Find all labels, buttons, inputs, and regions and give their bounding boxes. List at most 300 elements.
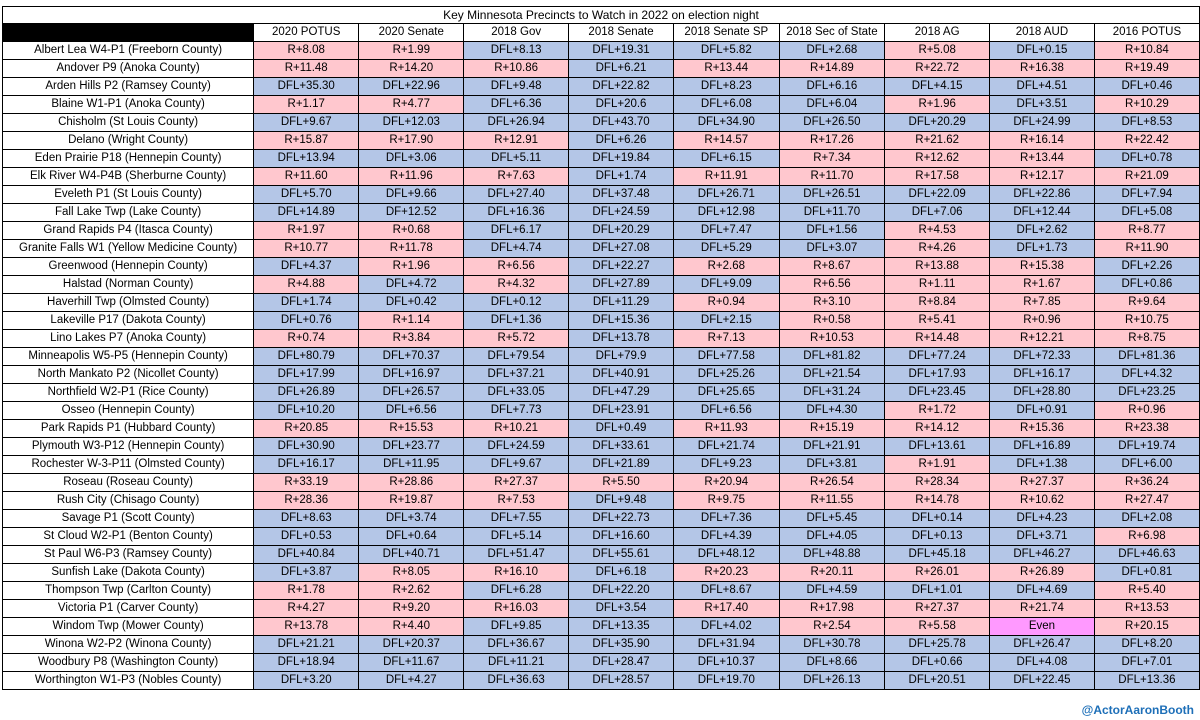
- result-cell: DFL+4.23: [990, 510, 1095, 528]
- result-cell: R+23.38: [1094, 420, 1199, 438]
- result-cell: R+9.20: [359, 600, 464, 618]
- table-row: [3, 60, 1200, 78]
- table-row: [3, 348, 1200, 366]
- result-cell: R+8.75: [1094, 330, 1199, 348]
- result-cell: DFL+8.66: [779, 654, 885, 672]
- precinct-name: Fall Lake Twp (Lake County): [3, 204, 254, 222]
- result-cell: DFL+19.31: [569, 42, 674, 60]
- result-cell: DFL+5.14: [464, 528, 569, 546]
- result-cell: DFL+26.71: [674, 186, 780, 204]
- result-cell: R+5.40: [1094, 582, 1199, 600]
- precinct-name: Halstad (Norman County): [3, 276, 254, 294]
- table-row: [3, 96, 1200, 114]
- result-cell: DFL+26.89: [254, 384, 359, 402]
- result-cell: DFL+43.70: [569, 114, 674, 132]
- result-cell: DFL+20.29: [569, 222, 674, 240]
- result-cell: DFL+16.17: [254, 456, 359, 474]
- result-cell: R+20.11: [779, 564, 885, 582]
- result-cell: DFL+2.68: [779, 42, 885, 60]
- column-header: 2018 AUD: [990, 24, 1095, 42]
- precinct-name: Woodbury P8 (Washington County): [3, 654, 254, 672]
- table-row: [3, 600, 1200, 618]
- column-header: 2018 Senate: [569, 24, 674, 42]
- result-cell: DFL+34.90: [674, 114, 780, 132]
- result-cell: DFL+9.67: [464, 456, 569, 474]
- result-cell: DFL+25.78: [885, 636, 990, 654]
- result-cell: DFL+1.74: [569, 168, 674, 186]
- result-cell: R+36.24: [1094, 474, 1199, 492]
- result-cell: R+13.88: [885, 258, 990, 276]
- result-cell: DFL+9.85: [464, 618, 569, 636]
- precinct-name: Grand Rapids P4 (Itasca County): [3, 222, 254, 240]
- result-cell: DFL+26.13: [779, 672, 885, 690]
- result-cell: R+20.23: [674, 564, 780, 582]
- result-cell: DFL+16.17: [990, 366, 1095, 384]
- table-row: [3, 258, 1200, 276]
- result-cell: R+17.90: [359, 132, 464, 150]
- result-cell: DFL+0.42: [359, 294, 464, 312]
- result-cell: R+6.56: [464, 258, 569, 276]
- result-cell: R+27.37: [885, 600, 990, 618]
- result-cell: DFL+27.40: [464, 186, 569, 204]
- table-row: [3, 528, 1200, 546]
- result-cell: DFL+45.18: [885, 546, 990, 564]
- precinct-name: Granite Falls W1 (Yellow Medicine County): [3, 240, 254, 258]
- result-cell: DFL+35.90: [569, 636, 674, 654]
- result-cell: R+28.36: [254, 492, 359, 510]
- result-cell: DFL+12.03: [359, 114, 464, 132]
- result-cell: DFL+80.79: [254, 348, 359, 366]
- precinct-name: Eveleth P1 (St Louis County): [3, 186, 254, 204]
- result-cell: DFL+4.05: [779, 528, 885, 546]
- result-cell: DFL+2.62: [990, 222, 1095, 240]
- result-cell: DFL+0.12: [464, 294, 569, 312]
- result-cell: DFL+5.45: [779, 510, 885, 528]
- result-cell: DFL+26.51: [779, 186, 885, 204]
- result-cell: DFL+81.82: [779, 348, 885, 366]
- result-cell: R+28.86: [359, 474, 464, 492]
- result-cell: DFL+10.37: [674, 654, 780, 672]
- result-cell: R+11.60: [254, 168, 359, 186]
- result-cell: R+7.13: [674, 330, 780, 348]
- result-cell: DFL+23.25: [1094, 384, 1199, 402]
- result-cell: R+22.72: [885, 60, 990, 78]
- result-cell: DFL+25.26: [674, 366, 780, 384]
- result-cell: DFL+47.29: [569, 384, 674, 402]
- result-cell: R+15.53: [359, 420, 464, 438]
- table-row: [3, 114, 1200, 132]
- result-cell: R+1.17: [254, 96, 359, 114]
- table-row: [3, 618, 1200, 636]
- result-cell: DFL+11.70: [779, 204, 885, 222]
- result-cell: DFL+30.78: [779, 636, 885, 654]
- result-cell: DFL+6.15: [674, 150, 780, 168]
- precinct-name: Roseau (Roseau County): [3, 474, 254, 492]
- column-header: 2016 POTUS: [1094, 24, 1199, 42]
- table-row: [3, 42, 1200, 60]
- result-cell: DFL+40.84: [254, 546, 359, 564]
- result-cell: DFL+0.14: [885, 510, 990, 528]
- precinct-name: Sunfish Lake (Dakota County): [3, 564, 254, 582]
- result-cell: DFL+0.78: [1094, 150, 1199, 168]
- result-cell: R+4.32: [464, 276, 569, 294]
- result-cell: R+14.20: [359, 60, 464, 78]
- table-row: [3, 546, 1200, 564]
- result-cell: R+14.48: [885, 330, 990, 348]
- result-cell: DFL+31.94: [674, 636, 780, 654]
- result-cell: DFL+16.60: [569, 528, 674, 546]
- result-cell: R+17.98: [779, 600, 885, 618]
- result-cell: R+1.11: [885, 276, 990, 294]
- result-cell: R+1.99: [359, 42, 464, 60]
- result-cell: DFL+0.15: [990, 42, 1095, 60]
- result-cell: DFL+23.77: [359, 438, 464, 456]
- result-cell: R+10.21: [464, 420, 569, 438]
- precinct-name: Lakeville P17 (Dakota County): [3, 312, 254, 330]
- result-cell: DFL+26.94: [464, 114, 569, 132]
- precinct-name: Plymouth W3-P12 (Hennepin County): [3, 438, 254, 456]
- result-cell: DFL+13.94: [254, 150, 359, 168]
- result-cell: DFL+51.47: [464, 546, 569, 564]
- table-row: [3, 240, 1200, 258]
- result-cell: R+5.08: [885, 42, 990, 60]
- result-cell: DFL+9.23: [674, 456, 780, 474]
- result-cell: DFL+77.58: [674, 348, 780, 366]
- precinct-name: St Cloud W2-P1 (Benton County): [3, 528, 254, 546]
- result-cell: DFL+3.20: [254, 672, 359, 690]
- result-cell: DFL+4.74: [464, 240, 569, 258]
- precinct-name: Rochester W-3-P11 (Olmsted County): [3, 456, 254, 474]
- result-cell: R+8.08: [254, 42, 359, 60]
- result-cell: R+12.91: [464, 132, 569, 150]
- result-cell: DFL+19.70: [674, 672, 780, 690]
- result-cell: DFL+22.86: [990, 186, 1095, 204]
- table-row: [3, 384, 1200, 402]
- result-cell: DFL+19.84: [569, 150, 674, 168]
- result-cell: DFL+3.51: [990, 96, 1095, 114]
- result-cell: DFL+9.48: [569, 492, 674, 510]
- result-cell: DFL+6.00: [1094, 456, 1199, 474]
- result-cell: DFL+6.26: [569, 132, 674, 150]
- result-cell: DFL+24.99: [990, 114, 1095, 132]
- result-cell: DFL+37.21: [464, 366, 569, 384]
- result-cell: R+13.78: [254, 618, 359, 636]
- result-cell: DFL+19.74: [1094, 438, 1199, 456]
- result-cell: DFL+22.45: [990, 672, 1095, 690]
- result-cell: R+28.34: [885, 474, 990, 492]
- result-cell: DFL+3.74: [359, 510, 464, 528]
- result-cell: R+10.86: [464, 60, 569, 78]
- result-cell: R+5.50: [569, 474, 674, 492]
- result-cell: R+26.89: [990, 564, 1095, 582]
- result-cell: DFL+1.38: [990, 456, 1095, 474]
- result-cell: DFL+6.56: [359, 402, 464, 420]
- result-cell: R+11.48: [254, 60, 359, 78]
- table-row: [3, 204, 1200, 222]
- precinct-name: Andover P9 (Anoka County): [3, 60, 254, 78]
- result-cell: DFL+46.63: [1094, 546, 1199, 564]
- result-cell: R+11.55: [779, 492, 885, 510]
- result-cell: DFL+14.89: [254, 204, 359, 222]
- result-cell: R+4.53: [885, 222, 990, 240]
- result-cell: R+9.64: [1094, 294, 1199, 312]
- result-cell: R+2.68: [674, 258, 780, 276]
- table-row: [3, 420, 1200, 438]
- result-cell: DFL+3.87: [254, 564, 359, 582]
- result-cell: R+14.89: [779, 60, 885, 78]
- result-cell: R+16.38: [990, 60, 1095, 78]
- precinct-name: St Paul W6-P3 (Ramsey County): [3, 546, 254, 564]
- precinct-name: Albert Lea W4-P1 (Freeborn County): [3, 42, 254, 60]
- result-cell: R+13.44: [674, 60, 780, 78]
- table-row: [3, 564, 1200, 582]
- result-cell: DFL+4.27: [359, 672, 464, 690]
- result-cell: R+33.19: [254, 474, 359, 492]
- title-row: [3, 7, 1200, 24]
- result-cell: DFL+36.67: [464, 636, 569, 654]
- result-cell: R+11.90: [1094, 240, 1199, 258]
- result-cell: R+16.14: [990, 132, 1095, 150]
- result-cell: R+13.53: [1094, 600, 1199, 618]
- result-cell: DFL+0.81: [1094, 564, 1199, 582]
- result-cell: R+0.96: [990, 312, 1095, 330]
- result-cell: DFL+3.54: [569, 600, 674, 618]
- result-cell: DFL+35.30: [254, 78, 359, 96]
- precinct-name: Worthington W1-P3 (Nobles County): [3, 672, 254, 690]
- result-cell: DFL+0.64: [359, 528, 464, 546]
- result-cell: DFL+1.73: [990, 240, 1095, 258]
- result-cell: DFL+0.66: [885, 654, 990, 672]
- result-cell: DFL+48.88: [779, 546, 885, 564]
- result-cell: DFL+8.20: [1094, 636, 1199, 654]
- result-cell: DFL+46.27: [990, 546, 1095, 564]
- precinct-name: Park Rapids P1 (Hubbard County): [3, 420, 254, 438]
- result-cell: R+1.96: [885, 96, 990, 114]
- result-cell: DFL+13.36: [1094, 672, 1199, 690]
- result-cell: R+1.14: [359, 312, 464, 330]
- result-cell: R+4.26: [885, 240, 990, 258]
- result-cell: R+14.12: [885, 420, 990, 438]
- result-cell: DFL+8.53: [1094, 114, 1199, 132]
- header-corner: [3, 24, 254, 42]
- result-cell: R+3.84: [359, 330, 464, 348]
- table-row: [3, 402, 1200, 420]
- result-cell: R+14.78: [885, 492, 990, 510]
- result-cell: DFL+0.86: [1094, 276, 1199, 294]
- result-cell: DFL+4.51: [990, 78, 1095, 96]
- result-cell: DFL+11.95: [359, 456, 464, 474]
- result-cell: R+1.67: [990, 276, 1095, 294]
- result-cell: DFL+22.20: [569, 582, 674, 600]
- table-title: Key Minnesota Precincts to Watch in 2022 on election night: [3, 7, 1200, 24]
- result-cell: R+0.96: [1094, 402, 1199, 420]
- result-cell: R+7.85: [990, 294, 1095, 312]
- result-cell: DFL+5.29: [674, 240, 780, 258]
- result-cell: DFL+6.21: [569, 60, 674, 78]
- result-cell: DFL+17.99: [254, 366, 359, 384]
- result-cell: DFL+31.24: [779, 384, 885, 402]
- result-cell: R+8.77: [1094, 222, 1199, 240]
- result-cell: R+12.21: [990, 330, 1095, 348]
- result-cell: R+0.94: [674, 294, 780, 312]
- result-cell: R+27.47: [1094, 492, 1199, 510]
- result-cell: DFL+21.54: [779, 366, 885, 384]
- result-cell: DFL+4.69: [990, 582, 1095, 600]
- result-cell: R+4.88: [254, 276, 359, 294]
- result-cell: DFL+4.15: [885, 78, 990, 96]
- table-row: [3, 78, 1200, 96]
- result-cell: R+8.67: [779, 258, 885, 276]
- result-cell: DFL+22.96: [359, 78, 464, 96]
- result-cell: DFL+6.04: [779, 96, 885, 114]
- result-cell: DFL+7.06: [885, 204, 990, 222]
- table-row: [3, 294, 1200, 312]
- result-cell: R+21.74: [990, 600, 1095, 618]
- precinct-name: Lino Lakes P7 (Anoka County): [3, 330, 254, 348]
- result-cell: DFL+8.67: [674, 582, 780, 600]
- result-cell: R+12.17: [990, 168, 1095, 186]
- column-header: 2018 Sec of State: [779, 24, 885, 42]
- result-cell: R+22.42: [1094, 132, 1199, 150]
- result-cell: DFL+7.73: [464, 402, 569, 420]
- result-cell: R+16.10: [464, 564, 569, 582]
- result-cell: DFL+24.59: [464, 438, 569, 456]
- result-cell: DFL+9.67: [254, 114, 359, 132]
- result-cell: DFL+5.70: [254, 186, 359, 204]
- result-cell: R+11.93: [674, 420, 780, 438]
- result-cell: DFL+10.20: [254, 402, 359, 420]
- result-cell: DFL+4.02: [674, 618, 780, 636]
- result-cell: DFL+0.76: [254, 312, 359, 330]
- result-cell: DFL+77.24: [885, 348, 990, 366]
- result-cell: DFL+1.36: [464, 312, 569, 330]
- result-cell: R+10.53: [779, 330, 885, 348]
- table-row: [3, 492, 1200, 510]
- result-cell: R+14.57: [674, 132, 780, 150]
- result-cell: R+17.26: [779, 132, 885, 150]
- precinct-name: Thompson Twp (Carlton County): [3, 582, 254, 600]
- result-cell: R+12.62: [885, 150, 990, 168]
- result-cell: DFL+17.93: [885, 366, 990, 384]
- result-cell: R+15.19: [779, 420, 885, 438]
- result-cell: DFL+23.91: [569, 402, 674, 420]
- result-cell: DFL+6.17: [464, 222, 569, 240]
- result-cell: R+21.62: [885, 132, 990, 150]
- precinct-name: Windom Twp (Mower County): [3, 618, 254, 636]
- result-cell: R+0.58: [779, 312, 885, 330]
- result-cell: R+15.87: [254, 132, 359, 150]
- result-cell: R+3.10: [779, 294, 885, 312]
- result-cell: DFL+22.82: [569, 78, 674, 96]
- result-cell: R+5.72: [464, 330, 569, 348]
- result-cell: DFL+20.37: [359, 636, 464, 654]
- result-cell: DFL+13.78: [569, 330, 674, 348]
- result-cell: DFL+79.9: [569, 348, 674, 366]
- result-cell: DFL+7.47: [674, 222, 780, 240]
- precinct-name: Victoria P1 (Carver County): [3, 600, 254, 618]
- result-cell: DFL+7.55: [464, 510, 569, 528]
- result-cell: DFL+0.91: [990, 402, 1095, 420]
- column-header: 2020 Senate: [359, 24, 464, 42]
- result-cell: DFL+2.15: [674, 312, 780, 330]
- result-cell: R+20.15: [1094, 618, 1199, 636]
- result-cell: DFL+22.09: [885, 186, 990, 204]
- result-cell: DFL+72.33: [990, 348, 1095, 366]
- table-row: [3, 168, 1200, 186]
- result-cell: R+20.85: [254, 420, 359, 438]
- result-cell: DFL+3.71: [990, 528, 1095, 546]
- result-cell: DFL+6.16: [779, 78, 885, 96]
- precinct-name: Winona W2-P2 (Winona County): [3, 636, 254, 654]
- result-cell: R+11.70: [779, 168, 885, 186]
- result-cell: DFL+27.89: [569, 276, 674, 294]
- result-cell: DFL+9.66: [359, 186, 464, 204]
- result-cell: DFL+13.35: [569, 618, 674, 636]
- table-row: [3, 132, 1200, 150]
- result-cell: R+27.37: [464, 474, 569, 492]
- result-cell: DFL+4.32: [1094, 366, 1199, 384]
- precinct-name: North Mankato P2 (Nicollet County): [3, 366, 254, 384]
- result-cell: R+26.54: [779, 474, 885, 492]
- result-cell: DFL+9.09: [674, 276, 780, 294]
- result-cell: DFL+20.6: [569, 96, 674, 114]
- table-row: [3, 456, 1200, 474]
- result-cell: DFL+4.59: [779, 582, 885, 600]
- column-header: 2018 Gov: [464, 24, 569, 42]
- result-cell: DFL+15.36: [569, 312, 674, 330]
- result-cell: DFL+8.63: [254, 510, 359, 528]
- table-row: [3, 582, 1200, 600]
- result-cell: R+10.29: [1094, 96, 1199, 114]
- precinct-name: Rush City (Chisago County): [3, 492, 254, 510]
- precinct-name: Greenwood (Hennepin County): [3, 258, 254, 276]
- result-cell: DFL+0.49: [569, 420, 674, 438]
- result-cell: R+9.75: [674, 492, 780, 510]
- result-cell: DFL+23.45: [885, 384, 990, 402]
- precinct-name: Minneapolis W5-P5 (Hennepin County): [3, 348, 254, 366]
- result-cell: R+17.40: [674, 600, 780, 618]
- author-credit: @ActorAaronBooth: [1081, 703, 1194, 717]
- result-cell: R+6.98: [1094, 528, 1199, 546]
- table-row: [3, 330, 1200, 348]
- result-cell: DFL+1.56: [779, 222, 885, 240]
- result-cell: DFL+6.36: [464, 96, 569, 114]
- precinct-name: Delano (Wright County): [3, 132, 254, 150]
- result-cell: R+0.68: [359, 222, 464, 240]
- result-cell: DFL+26.47: [990, 636, 1095, 654]
- result-cell: R+2.54: [779, 618, 885, 636]
- table-row: [3, 510, 1200, 528]
- result-cell: R+13.44: [990, 150, 1095, 168]
- precinct-name: Northfield W2-P1 (Rice County): [3, 384, 254, 402]
- precinct-name: Chisholm (St Louis County): [3, 114, 254, 132]
- result-cell: R+11.78: [359, 240, 464, 258]
- precinct-table: [2, 6, 1200, 690]
- result-cell: R+1.96: [359, 258, 464, 276]
- result-cell: R+11.96: [359, 168, 464, 186]
- result-cell: DFL+13.61: [885, 438, 990, 456]
- result-cell: DFL+6.56: [674, 402, 780, 420]
- result-cell: R+8.05: [359, 564, 464, 582]
- result-cell: DFL+24.59: [569, 204, 674, 222]
- result-cell: DFL+55.61: [569, 546, 674, 564]
- result-cell: DFL+2.08: [1094, 510, 1199, 528]
- result-cell: R+10.77: [254, 240, 359, 258]
- result-cell: DFL+4.72: [359, 276, 464, 294]
- result-cell: DFL+16.97: [359, 366, 464, 384]
- result-cell: DFL+0.46: [1094, 78, 1199, 96]
- result-cell: DFL+16.89: [990, 438, 1095, 456]
